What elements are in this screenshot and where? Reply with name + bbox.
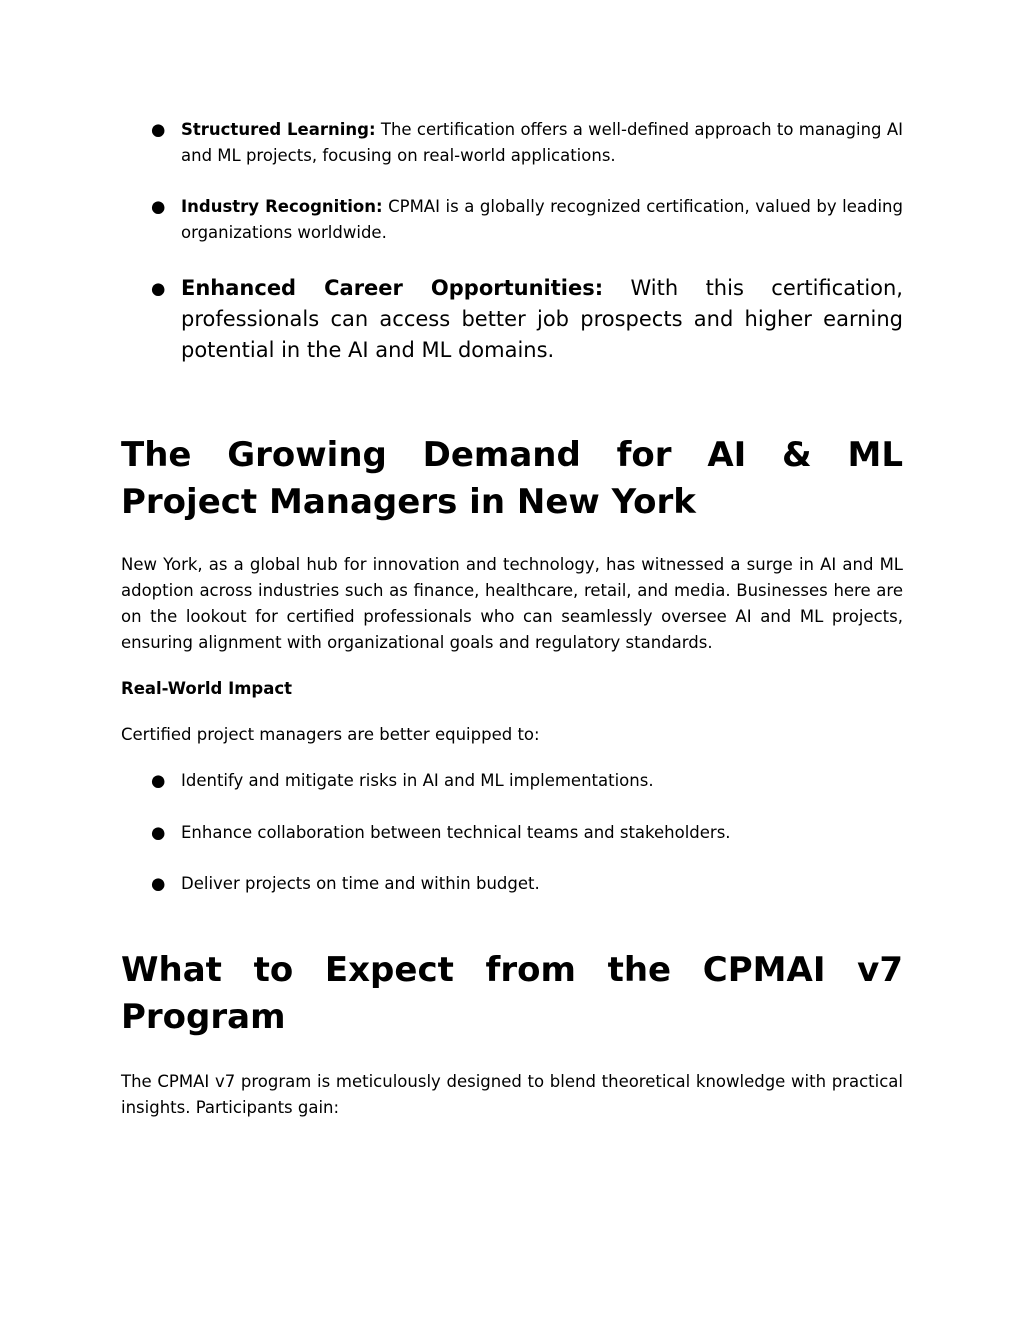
section-paragraph: The CPMAI v7 program is meticulously designed to blend theoretical knowledge with practical insights. Participants gain:: [121, 1072, 903, 1118]
list-item-title: Structured Learning:: [181, 120, 376, 139]
list-item-text: Enhance collaboration between technical teams and stakeholders.: [181, 822, 731, 842]
list-item: [121, 820, 903, 846]
list-item-text: With this certification, professionals can access better job prospects and higher earning potential in the AI and ML domains.: [181, 276, 903, 362]
list-item: [121, 194, 903, 246]
list-item-text: The certification offers a well-defined approach to managing AI and ML projects, focusing on real-world applications.: [181, 120, 903, 165]
list-item-text: Identify and mitigate risks in AI and ML implementations.: [181, 771, 654, 790]
bullet-icon: ●: [151, 197, 166, 216]
list-item-title: Industry Recognition:: [181, 197, 383, 216]
bullet-icon: ●: [151, 279, 166, 298]
subsection-heading: Real-World Impact: [121, 679, 293, 698]
benefits-list: [121, 117, 903, 366]
bullet-icon: ●: [151, 120, 166, 139]
list-item: [121, 117, 903, 169]
section-heading-demand: The Growing Demand for AI & ML Project Managers in New York: [121, 435, 903, 522]
section-paragraph: New York, as a global hub for innovation and technology, has witnessed a surge in AI and ML adoption across industries such as finance, healthcare, retail, and media. Businesses here are on the lookout for certified professionals who can seamlessly oversee AI and ML projects, ensuring alignment with organizational goals and regulatory standards.: [121, 555, 903, 652]
bullet-icon: ●: [151, 771, 166, 790]
list-item: [121, 273, 903, 366]
list-item: [121, 871, 903, 897]
bullet-icon: ●: [151, 874, 166, 894]
list-item-text: Deliver projects on time and within budget.: [181, 874, 540, 894]
list-item: [121, 768, 903, 794]
section-heading-expect: [121, 947, 903, 1041]
list-item-text: CPMAI is a globally recognized certification, valued by leading organizations worldwide.: [181, 197, 903, 242]
list-item-title: Enhanced Career Opportunities:: [181, 276, 604, 300]
heading-line: What to Expect from the CPMAI v7: [121, 950, 903, 991]
document-page: [121, 117, 903, 1121]
list-intro: Certified project managers are better equipped to:: [121, 725, 540, 744]
bullet-icon: ●: [151, 822, 166, 842]
heading-line: Program: [121, 997, 286, 1038]
impact-list: [121, 768, 903, 897]
